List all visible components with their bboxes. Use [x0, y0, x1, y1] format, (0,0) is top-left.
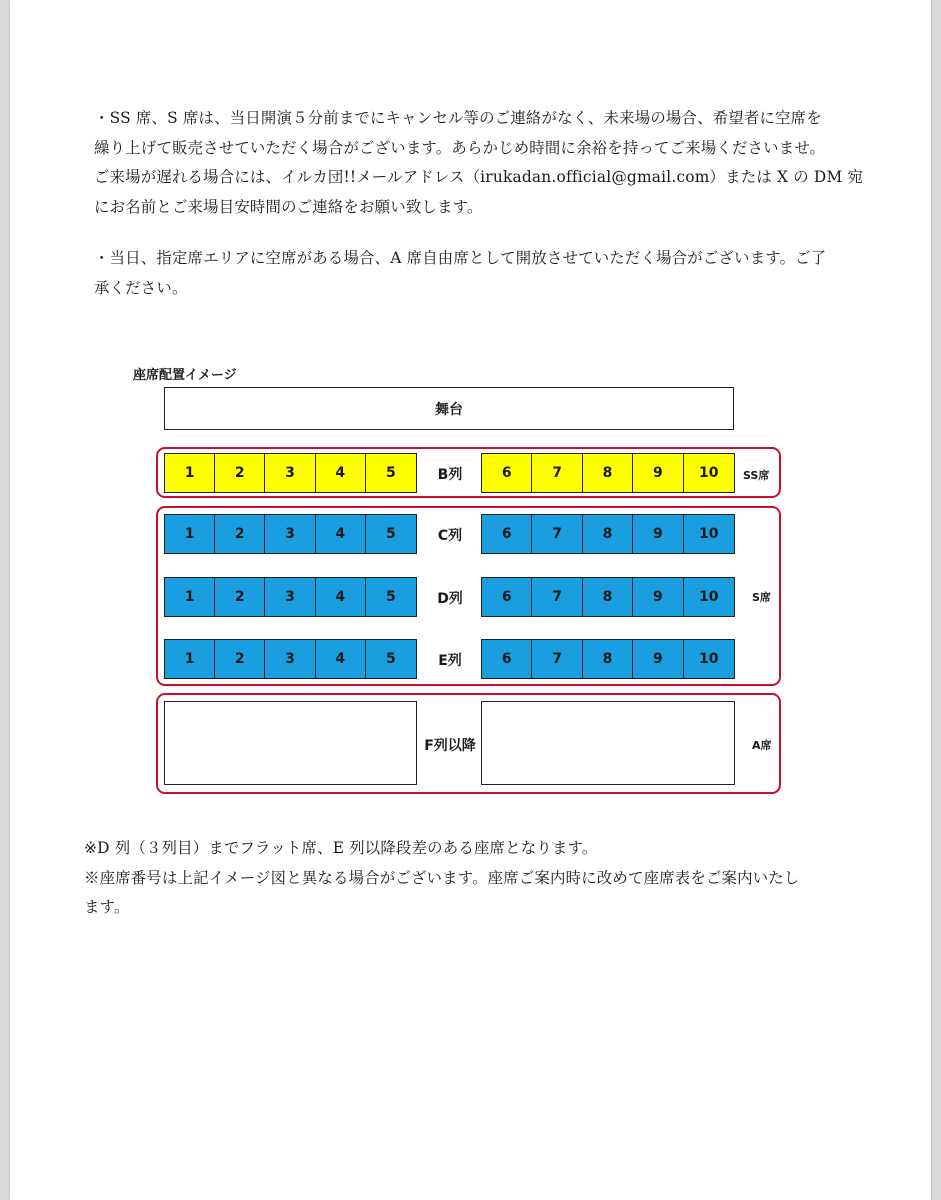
seat: 5	[366, 454, 416, 492]
footnote-line: ます。	[84, 898, 130, 917]
seat: 2	[215, 640, 265, 678]
seat: 6	[482, 454, 532, 492]
footnote-line: ※座席番号は上記イメージ図と異なる場合がございます。座席ご案内時に改めて座席表をご案内いたし	[84, 868, 800, 887]
tier-label-a: A席	[752, 739, 772, 752]
seat: 3	[265, 454, 315, 492]
seat: 10	[684, 515, 734, 553]
row-e-left-seats	[164, 639, 417, 679]
row-d-right-seats	[481, 577, 735, 617]
seat: 2	[215, 578, 265, 616]
seat: 5	[366, 515, 416, 553]
row-label-d: D列	[437, 591, 463, 607]
seat: 10	[684, 578, 734, 616]
seat: 3	[265, 640, 315, 678]
seating-chart-title: 座席配置イメージ	[133, 368, 237, 383]
seat: 2	[215, 515, 265, 553]
seat: 1	[165, 454, 215, 492]
seat: 6	[482, 578, 532, 616]
row-label-b: B列	[437, 467, 463, 483]
row-b-right-seats	[481, 453, 735, 493]
text-line: 承ください。	[94, 278, 188, 297]
seat: 10	[684, 640, 734, 678]
seat: 1	[165, 515, 215, 553]
seat: 5	[366, 640, 416, 678]
row-c-right-seats	[481, 514, 735, 554]
seat: 4	[316, 640, 366, 678]
tier-label-s: S席	[752, 591, 771, 604]
seat: 4	[316, 454, 366, 492]
text-line: ご来場が遅れる場合には、イルカ団!!メールアドレス（irukadan.official@gmail.com）または X の DM 宛	[94, 168, 864, 187]
row-label-c: C列	[437, 528, 463, 544]
text-line: 繰り上げて販売させていただく場合がございます。あらかじめ時間に余裕を持ってご来場くださいませ。	[94, 138, 826, 157]
notice-paragraph-free-seating	[94, 244, 874, 303]
seat: 8	[583, 578, 633, 616]
footnotes	[84, 834, 864, 923]
seat: 9	[633, 578, 683, 616]
seat: 8	[583, 515, 633, 553]
row-b-left-seats	[164, 453, 417, 493]
seat: 7	[532, 454, 582, 492]
seat: 7	[532, 515, 582, 553]
seat: 3	[265, 578, 315, 616]
seat: 4	[316, 515, 366, 553]
text-line: ・当日、指定席エリアに空席がある場合、A 席自由席として開放させていただく場合がございます。ご了	[94, 249, 827, 267]
stage: 舞台	[164, 387, 734, 430]
seat: 8	[583, 640, 633, 678]
seat: 6	[482, 640, 532, 678]
seat: 4	[316, 578, 366, 616]
seat: 5	[366, 578, 416, 616]
seat: 3	[265, 515, 315, 553]
row-label-f-onward: F列以降	[424, 738, 476, 754]
rear-left-block	[164, 701, 417, 785]
seat: 7	[532, 578, 582, 616]
notice-paragraph-cancellation	[94, 104, 874, 222]
seat: 10	[684, 454, 734, 492]
seat: 1	[165, 640, 215, 678]
seat: 2	[215, 454, 265, 492]
tier-label-ss: SS席	[743, 469, 770, 482]
seat: 6	[482, 515, 532, 553]
text-line: にお名前とご来場目安時間のご連絡をお願い致します。	[94, 197, 483, 216]
row-c-left-seats	[164, 514, 417, 554]
rear-right-block	[481, 701, 735, 785]
seat: 1	[165, 578, 215, 616]
seat: 7	[532, 640, 582, 678]
seat: 9	[633, 515, 683, 553]
row-d-left-seats	[164, 577, 417, 617]
seat: 9	[633, 640, 683, 678]
footnote-line: ※D 列（３列目）までフラット席、E 列以降段差のある座席となります。	[84, 839, 598, 857]
seat: 8	[583, 454, 633, 492]
row-e-right-seats	[481, 639, 735, 679]
seat: 9	[633, 454, 683, 492]
row-label-e: E列	[438, 653, 462, 669]
text-line: ・SS 席、S 席は、当日開演５分前までにキャンセル等のご連絡がなく、未来場の場合、希望者に空席を	[94, 109, 822, 127]
